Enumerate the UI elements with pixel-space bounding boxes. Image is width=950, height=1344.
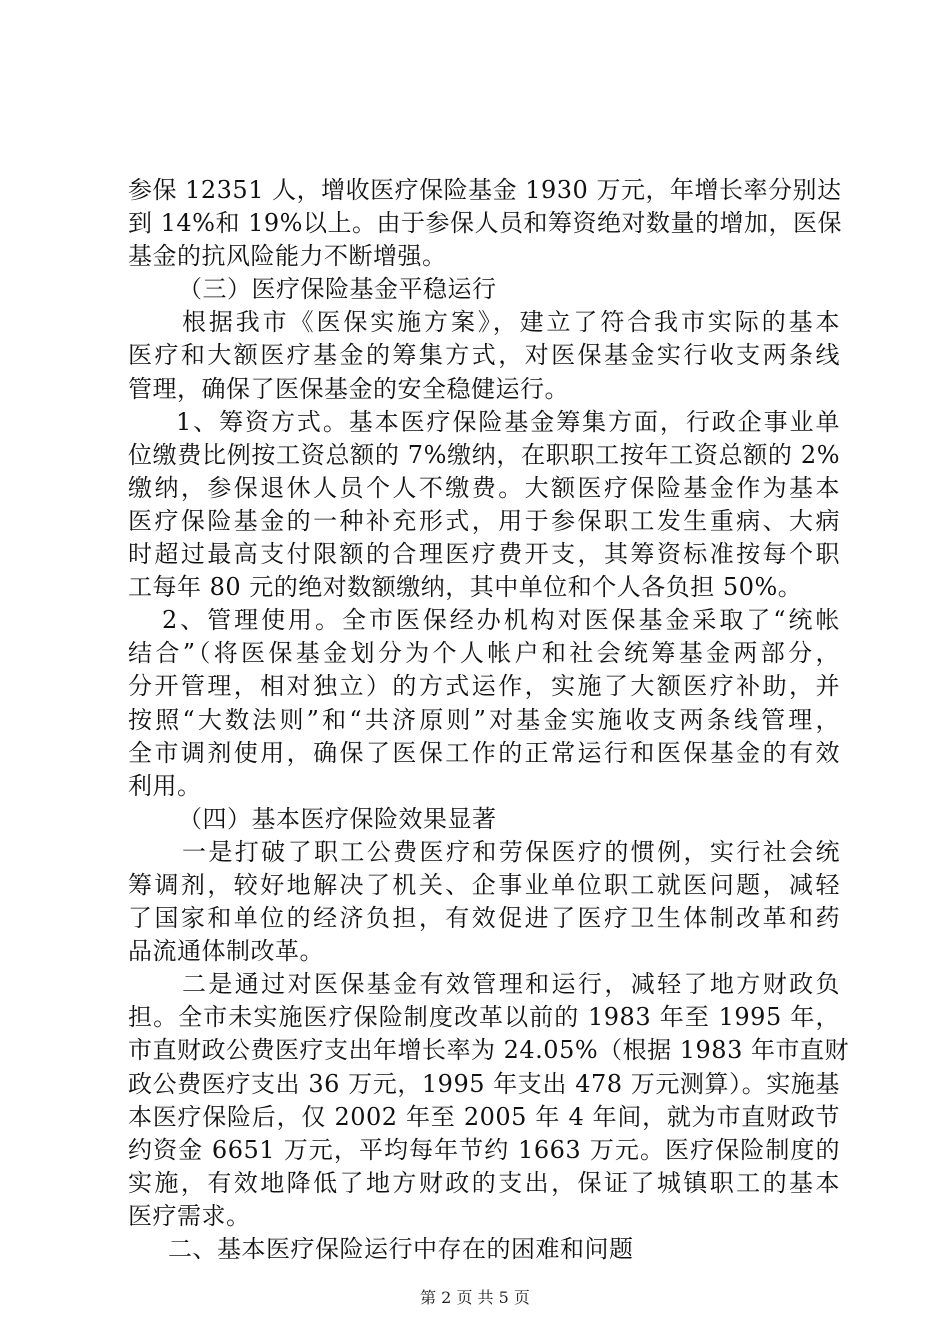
- page-footer: 第 2 页 共 5 页: [420, 1288, 530, 1307]
- text-line: 参保 12351 人，增收医疗保险基金 1930 万元，年增长率分别达: [128, 176, 842, 204]
- text-line: 利用。: [128, 771, 202, 800]
- text-line: 二、基本医疗保险运行中存在的困难和问题: [168, 1235, 634, 1263]
- text-line: 了国家和单位的经济负担，有效促进了医疗卫生体制改革和药: [128, 904, 840, 933]
- text-line: 政公费医疗支出 36 万元，1995 年支出 478 万元测算）。实施基: [128, 1069, 840, 1098]
- text-line: 筹调剂，较好地解决了机关、企事业单位职工就医问题，减轻: [128, 870, 840, 899]
- text-line: 本医疗保险后，仅 2002 年至 2005 年 4 年间，就为市直财政节: [128, 1102, 840, 1131]
- text-line: 2、管理使用。全市医保经办机构对医保基金采取了“统帐: [162, 606, 840, 635]
- text-line: 到 14%和 19%以上。由于参保人员和筹资绝对数量的增加，医保: [128, 209, 842, 238]
- text-line: 医疗保险基金的一种补充形式，用于参保职工发生重病、大病: [128, 506, 840, 535]
- text-line: 工每年 80 元的绝对数额缴纳，其中单位和个人各负担 50%。: [128, 573, 803, 602]
- text-line: （三）医疗保险基金平稳运行: [178, 275, 497, 304]
- text-line: 全市调剂使用，确保了医保工作的正常运行和医保基金的有效: [128, 738, 840, 767]
- text-line: 一是打破了职工公费医疗和劳保医疗的惯例，实行社会统: [182, 837, 840, 866]
- text-line: 位缴费比例按工资总额的 7%缴纳，在职职工按年工资总额的 2%: [128, 440, 840, 469]
- text-line: 管理，确保了医保基金的安全稳健运行。: [128, 374, 569, 403]
- text-line: （四）基本医疗保险效果显著: [178, 804, 497, 833]
- text-line: 实施，有效地降低了地方财政的支出，保证了城镇职工的基本: [128, 1168, 840, 1197]
- text-line: 分开管理，相对独立）的方式运作，实施了大额医疗补助，并: [128, 672, 840, 701]
- text-line: 时超过最高支付限额的合理医疗费开支，其筹资标准按每个职: [128, 540, 840, 569]
- text-line: 医疗需求。: [128, 1201, 251, 1230]
- text-line: 1、筹资方式。基本医疗保险基金筹集方面，行政企事业单: [176, 407, 840, 436]
- text-line: 市直财政公费医疗支出年增长率为 24.05%（根据 1983 年市直财: [128, 1036, 849, 1065]
- text-line: 缴纳，参保退休人员个人不缴费。大额医疗保险基金作为基本: [128, 473, 840, 502]
- text-line: 担。全市未实施医疗保险制度改革以前的 1983 年至 1995 年，: [128, 1003, 840, 1032]
- text-line: 二是通过对医保基金有效管理和运行，减轻了地方财政负: [182, 970, 840, 999]
- text-line: 根据我市《医保实施方案》，建立了符合我市实际的基本: [182, 308, 840, 337]
- text-line: 约资金 6651 万元，平均每年节约 1663 万元。医疗保险制度的: [128, 1135, 840, 1164]
- text-line: 结合”（将医保基金划分为个人帐户和社会统筹基金两部分，: [128, 639, 840, 668]
- text-line: 品流通体制改革。: [128, 937, 324, 966]
- text-line: 基金的抗风险能力不断增强。: [128, 242, 447, 271]
- text-line: 医疗和大额医疗基金的筹集方式，对医保基金实行收支两条线: [128, 341, 840, 370]
- document-body: [128, 174, 849, 1266]
- text-line: 按照“大数法则”和“共济原则”对基金实施收支两条线管理，: [128, 705, 840, 734]
